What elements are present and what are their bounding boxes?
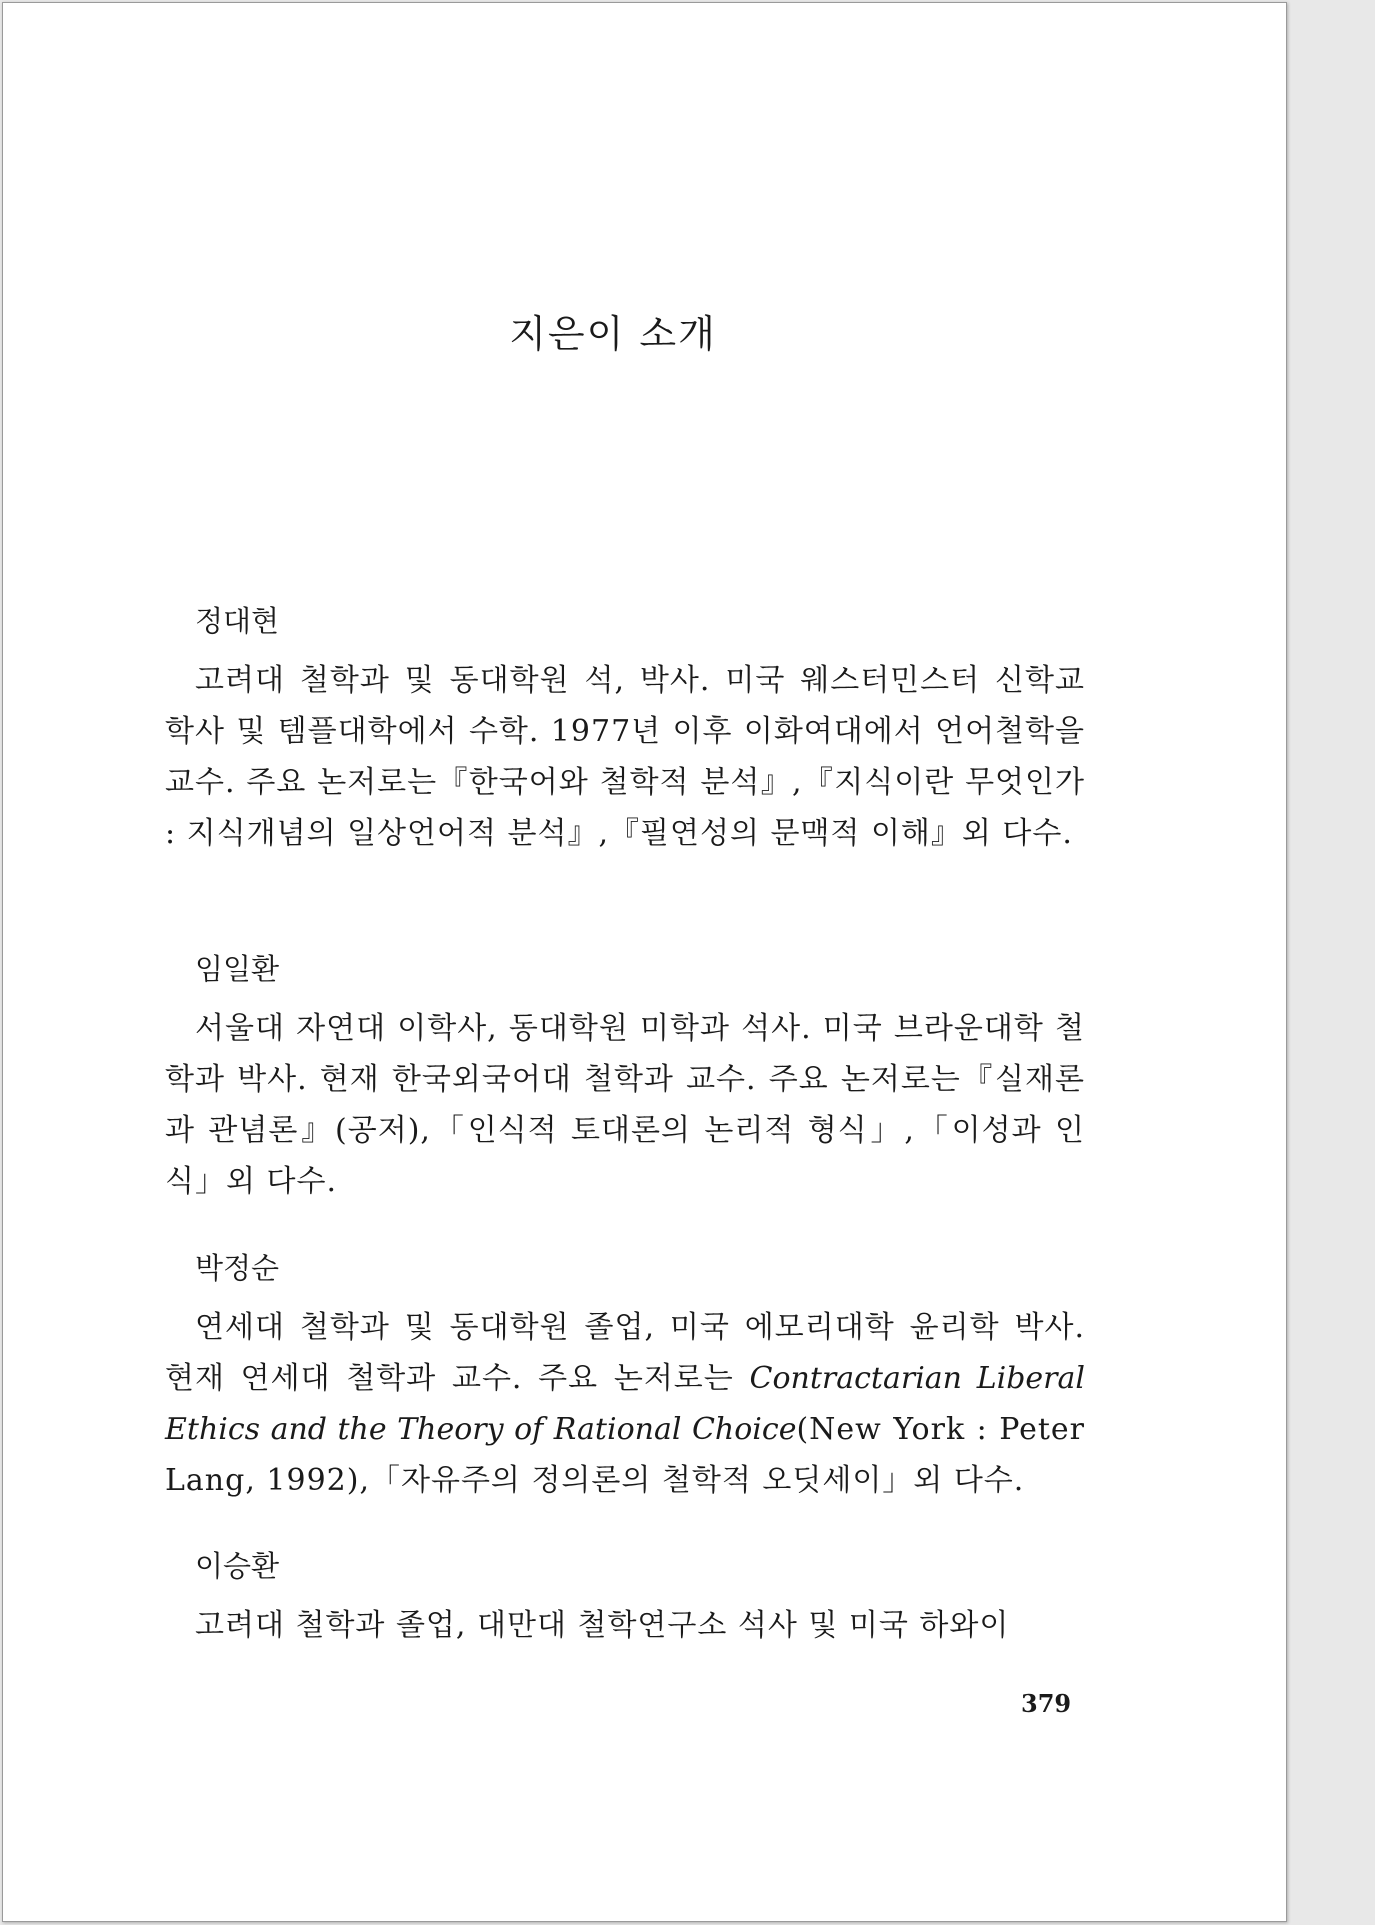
book-title: Contractarian Liberal Ethics and the Theory of Rational Choice [165, 1361, 1085, 1447]
document-page [2, 2, 1287, 1922]
author-bio-text: 연세대 철학과 및 동대학원 졸업, 미국 에모리대학 윤리학 박사. 현재 연세대 철학과 교수. 주요 논저로는 [165, 1310, 1085, 1396]
page-title: 지은이 소개 [509, 312, 717, 356]
author-bio [165, 1302, 1085, 1506]
author-bio: 고려대 철학과 및 동대학원 석, 박사. 미국 웨스터민스터 신학교 학사 및 템플대학에서 수학. 1977년 이후 이화여대에서 언어철학을 교수. 주요 논저로는『한국어와 철학적 분석』,『지식이란 무엇인가 : 지식개념의 일상언어적 분석』,『필연성의 문맥적 이해』외 다수. [165, 663, 1085, 851]
author-name: 이승환 [195, 1549, 280, 1583]
author-name: 임일환 [195, 952, 280, 986]
author-entry [165, 601, 1085, 859]
author-name: 정대현 [195, 604, 280, 638]
author-entry [165, 1546, 1085, 1651]
author-entry [165, 949, 1085, 1207]
author-bio: 고려대 철학과 졸업, 대만대 철학연구소 석사 및 미국 하와이 [195, 1608, 1010, 1643]
page-number: 379 [1021, 1689, 1072, 1718]
author-bio-text: (New York : Peter Lang, 1992),「자유주의 정의론의 철학적 오딧세이」외 다수. [165, 1412, 1086, 1498]
author-bio: 서울대 자연대 이학사, 동대학원 미학과 석사. 미국 브라운대학 철학과 박사. 현재 한국외국어대 철학과 교수. 주요 논저로는『실재론과 관념론』(공저),「인식적 토대론의 논리적 형식」,「이성과 인식」외 다수. [165, 1011, 1085, 1199]
author-entry [165, 1248, 1085, 1506]
author-name: 박정순 [195, 1251, 280, 1285]
